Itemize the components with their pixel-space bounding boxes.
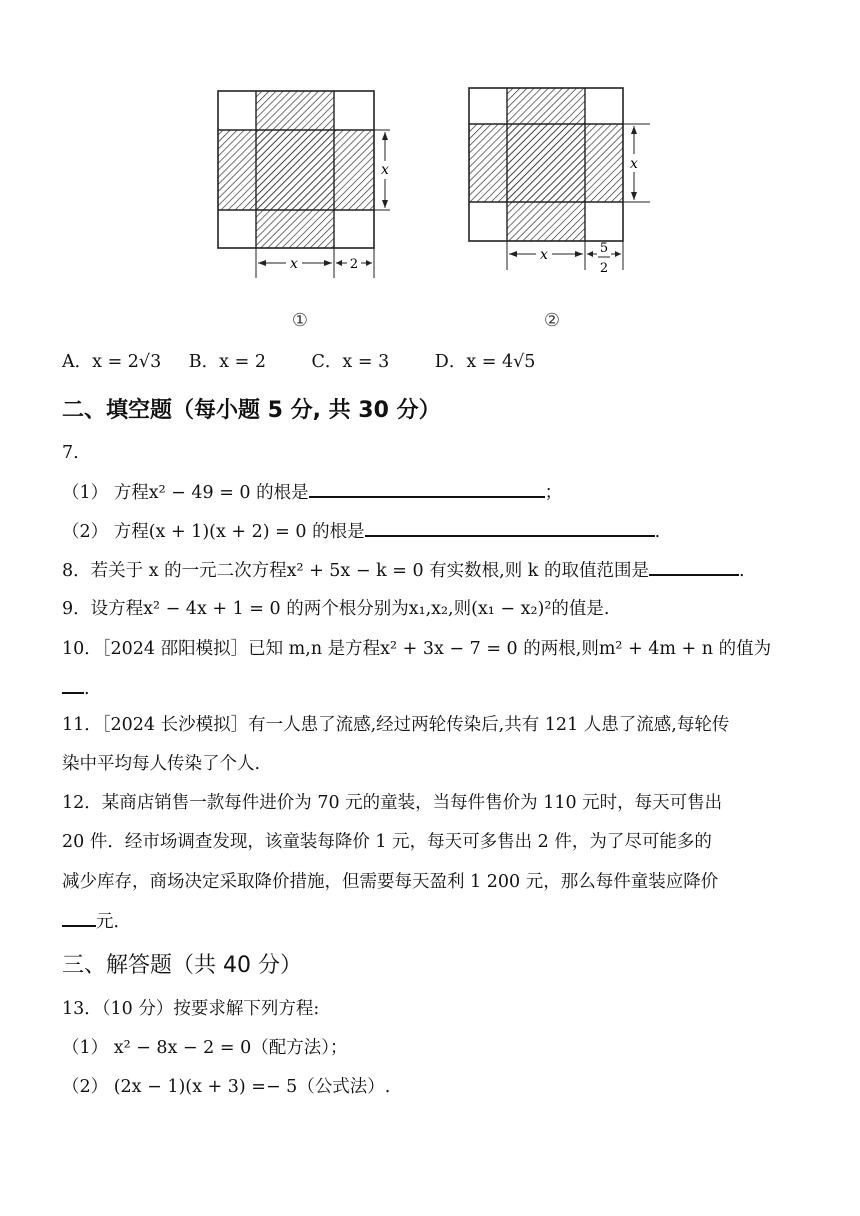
- q7-part1-blank[interactable]: [309, 480, 545, 498]
- q8-text: 8．若关于 x 的一元二次方程x² + 5x − k = 0 有实数根,则 k 的取值范围是: [62, 561, 649, 581]
- q12-line4: [62, 909, 131, 934]
- section2-title: 二、填空题（每小题 5 分, 共 30 分）: [62, 398, 441, 423]
- q8-end: .: [738, 561, 745, 581]
- figure-2: [462, 82, 662, 336]
- q7-part2-text: （2） 方程(x + 1)(x + 2) = 0 的根是: [62, 522, 365, 542]
- q7-number: 7.: [62, 443, 79, 463]
- q8: [62, 558, 745, 583]
- fig2-caption: ②: [543, 310, 561, 331]
- q12-line2: 20 件．经市场调查发现，该童装每降价 1 元，每天可多售出 2 件，为了尽可能多的: [62, 832, 712, 852]
- q10-line1: 10．［2024 邵阳模拟］已知 m,n 是方程x² + 3x − 7 = 0 的两根,则m² + 4m + n 的值为: [62, 639, 772, 659]
- q13-part1: （1） x² − 8x − 2 = 0（配方法）；: [62, 1038, 348, 1058]
- figure-1: [210, 86, 390, 336]
- q12-line1: 12．某商店销售一款每件进价为 70 元的童装，当每件售价为 110 元时，每天可售出: [62, 793, 723, 813]
- q7-part2: [62, 519, 660, 544]
- section3-title: 三、解答题（共 40 分）: [62, 953, 302, 978]
- q10-line2: [62, 676, 90, 701]
- q8-blank[interactable]: [649, 558, 739, 576]
- q13-stem: 13．（10 分）按要求解下列方程:: [62, 999, 320, 1019]
- q10-blank[interactable]: [62, 676, 84, 694]
- q12-line3: 减少库存，商场决定采取降价措施，但需要每天盈利 1 200 元，那么每件童装应降价: [62, 872, 719, 892]
- q7-part1-text: （1） 方程x² − 49 = 0 的根是: [62, 483, 309, 503]
- fig2-side-x-label: x: [630, 156, 638, 172]
- option-d[interactable]: D．x = 4√5: [434, 352, 536, 372]
- fig2-frac-den: 2: [599, 261, 609, 276]
- q7-part2-end: .: [654, 522, 661, 542]
- fig2-frac-num: 5: [599, 241, 609, 256]
- fig1-two-label: 2: [349, 257, 359, 272]
- q12-blank[interactable]: [62, 909, 96, 927]
- option-a[interactable]: A．x = 2√3: [62, 352, 162, 372]
- q12-end: 元．: [96, 912, 131, 932]
- q13-part2: （2） (2x − 1)(x + 3) =− 5（公式法）.: [62, 1077, 391, 1097]
- option-c[interactable]: C．x = 3: [311, 352, 390, 372]
- q11-line1: 11．［2024 长沙模拟］有一人患了流感,经过两轮传染后,共有 121 人患了流感,每轮传: [62, 715, 730, 735]
- fig2-x-label: x: [540, 247, 548, 263]
- option-b[interactable]: B．x = 2: [188, 352, 266, 372]
- q7-part1-end: ；: [544, 483, 563, 503]
- q9: 9．设方程x² − 4x + 1 = 0 的两个根分别为x₁,x₂,则(x₁ − x₂)²的值是.: [62, 599, 610, 619]
- q7-part1: [62, 480, 562, 505]
- fig1-caption: ①: [291, 310, 309, 331]
- q11-line2: 染中平均每人传染了个人.: [62, 754, 261, 774]
- q7-part2-blank[interactable]: [365, 519, 655, 537]
- q6-options: [62, 350, 557, 374]
- q10-end: .: [84, 679, 90, 699]
- fig1-side-x-label: x: [381, 162, 389, 178]
- fig1-x-label: x: [290, 256, 298, 272]
